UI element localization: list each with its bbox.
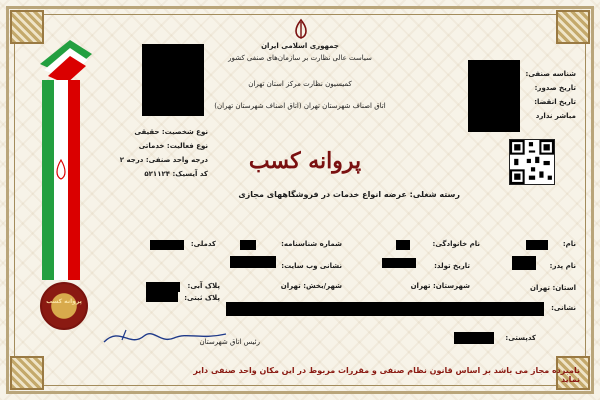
document-title: پروانه کسب: [248, 148, 362, 174]
corner-ornament: [556, 10, 590, 44]
activity-value: عرضه انواع خدمات در فروشگاههای مجازی: [238, 190, 407, 199]
registered-plate-label: پلاک ثبتی:: [184, 294, 220, 302]
qr-code-icon: [509, 139, 555, 185]
corner-ornament: [10, 356, 44, 390]
footer-note: نامبرده مجاز می باشد بر اساس قانون نظام صنفی و مقررات مربوط در این مکان واحد صنفی دایر نماید: [193, 366, 580, 384]
redacted-value: [240, 240, 256, 250]
header-line-2: سیاست عالی نظارت بر سازمان‌های صنفی کشور: [228, 54, 372, 62]
person-type: نوع شخصیت: حقیقی: [134, 128, 208, 136]
corner-ornament: [10, 10, 44, 44]
header-line-1: جمهوری اسلامی ایران: [261, 42, 339, 50]
redacted-value: [146, 292, 178, 302]
redacted-value: [230, 256, 276, 268]
redacted-value: [526, 240, 548, 250]
iran-flag-ribbon-icon: [40, 40, 92, 280]
father-name-label: نام پدر:: [549, 262, 576, 270]
city-district: شهر/بخش: تهران: [280, 282, 342, 290]
header-line-3: کمیسیون نظارت مرکز استان تهران: [248, 80, 352, 88]
redacted-value: [454, 332, 494, 344]
isic-code: کد آیسیک: ۵۲۱۱۲۴: [144, 170, 208, 178]
expiry-date-label: تاریخ انقضا:: [534, 98, 576, 106]
blue-plate-label: پلاک آبی:: [187, 282, 220, 290]
postal-code-label: کدپستی:: [505, 334, 536, 342]
seal-text: پروانه کسب: [46, 298, 82, 305]
unit-grade: درجه واحد صنفی: درجه ۲: [119, 156, 208, 164]
redacted-value: [382, 258, 416, 268]
redacted-value: [512, 256, 536, 270]
id-number-label: شماره شناسنامه:: [281, 240, 342, 248]
iran-emblem-icon: [290, 18, 312, 40]
redacted-value: [146, 282, 180, 292]
activity-line: [220, 190, 460, 200]
redacted-address: [226, 302, 544, 316]
activity-label: رسته شغلی:: [409, 190, 460, 199]
gold-seal: [40, 282, 88, 330]
activity-type: نوع فعالیت: خدماتی: [138, 142, 208, 150]
redacted-value: [150, 240, 184, 250]
signature-title: رئیس اتاق شهرستان: [199, 338, 260, 346]
address-label: نشانی:: [551, 304, 576, 312]
county: شهرستان: تهران: [410, 282, 470, 290]
redacted-value: [396, 240, 410, 250]
website-label: نشانی وب سایت:: [281, 262, 342, 270]
agent-note: مباشر ندارد: [535, 112, 576, 120]
redacted-photo: [142, 44, 204, 116]
header-line-4: اتاق اصناف شهرستان تهران (اتاق اصناف شهرستان تهران): [214, 102, 386, 110]
province: استان: تهران: [530, 284, 576, 292]
name-label: نام:: [562, 240, 576, 248]
issue-date-label: تاریخ صدور:: [534, 84, 576, 92]
family-label: نام خانوادگی:: [432, 240, 480, 248]
unit-id-label: شناسه صنفی:: [525, 70, 576, 78]
national-code-label: کدملی:: [190, 240, 216, 248]
birth-date-label: تاریخ تولد:: [434, 262, 470, 270]
